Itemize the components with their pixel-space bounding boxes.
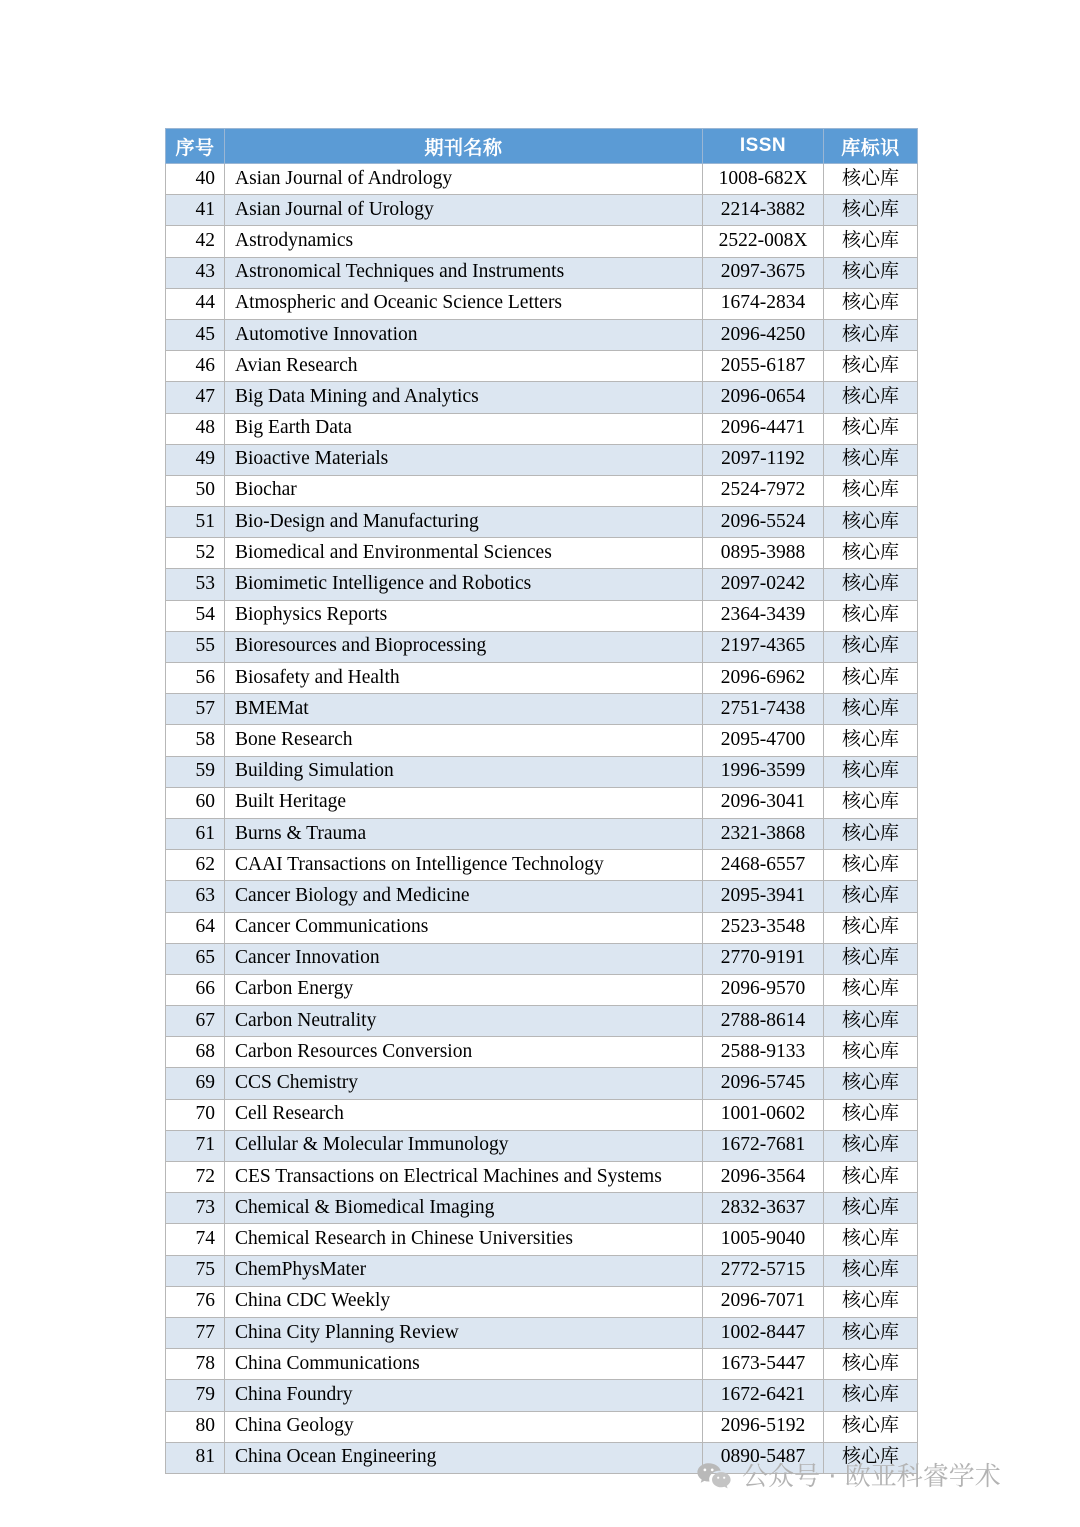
cell-journal-name: Biomimetic Intelligence and Robotics bbox=[225, 569, 703, 600]
cell-issn: 2096-3041 bbox=[703, 787, 824, 818]
table-row bbox=[166, 1317, 918, 1348]
table-row bbox=[166, 257, 918, 288]
cell-library-tag: 核心库 bbox=[824, 1349, 918, 1380]
cell-journal-name: Bio-Design and Manufacturing bbox=[225, 507, 703, 538]
table-row bbox=[166, 1380, 918, 1411]
cell-library-tag: 核心库 bbox=[824, 288, 918, 319]
cell-issn: 2096-4250 bbox=[703, 319, 824, 350]
cell-journal-name: Biophysics Reports bbox=[225, 600, 703, 631]
cell-library-tag: 核心库 bbox=[824, 382, 918, 413]
cell-journal-name: Building Simulation bbox=[225, 756, 703, 787]
cell-issn: 2096-3564 bbox=[703, 1162, 824, 1193]
cell-journal-name: CCS Chemistry bbox=[225, 1068, 703, 1099]
cell-library-tag: 核心库 bbox=[824, 600, 918, 631]
cell-journal-name: Bioactive Materials bbox=[225, 444, 703, 475]
cell-library-tag: 核心库 bbox=[824, 538, 918, 569]
cell-journal-name: Big Earth Data bbox=[225, 413, 703, 444]
cell-journal-name: China Ocean Engineering bbox=[225, 1442, 703, 1473]
column-header-name: 期刊名称 bbox=[225, 129, 703, 164]
table-body bbox=[166, 164, 918, 1474]
table-row bbox=[166, 1130, 918, 1161]
cell-library-tag: 核心库 bbox=[824, 444, 918, 475]
table-row bbox=[166, 912, 918, 943]
cell-issn: 2096-6962 bbox=[703, 663, 824, 694]
cell-sequence-number: 74 bbox=[166, 1224, 225, 1255]
cell-sequence-number: 59 bbox=[166, 756, 225, 787]
cell-issn: 2095-4700 bbox=[703, 725, 824, 756]
cell-journal-name: China City Planning Review bbox=[225, 1317, 703, 1348]
cell-sequence-number: 47 bbox=[166, 382, 225, 413]
cell-journal-name: Asian Journal of Urology bbox=[225, 195, 703, 226]
cell-issn: 1672-7681 bbox=[703, 1130, 824, 1161]
table-row bbox=[166, 569, 918, 600]
cell-library-tag: 核心库 bbox=[824, 1068, 918, 1099]
cell-sequence-number: 57 bbox=[166, 694, 225, 725]
cell-library-tag: 核心库 bbox=[824, 881, 918, 912]
cell-journal-name: ChemPhysMater bbox=[225, 1255, 703, 1286]
cell-library-tag: 核心库 bbox=[824, 1037, 918, 1068]
cell-library-tag: 核心库 bbox=[824, 974, 918, 1005]
cell-journal-name: Avian Research bbox=[225, 351, 703, 382]
cell-library-tag: 核心库 bbox=[824, 912, 918, 943]
cell-issn: 2770-9191 bbox=[703, 943, 824, 974]
table-row bbox=[166, 195, 918, 226]
cell-issn: 1672-6421 bbox=[703, 1380, 824, 1411]
cell-sequence-number: 68 bbox=[166, 1037, 225, 1068]
table-row bbox=[166, 226, 918, 257]
cell-library-tag: 核心库 bbox=[824, 475, 918, 506]
table-row bbox=[166, 475, 918, 506]
cell-issn: 1008-682X bbox=[703, 164, 824, 195]
table-header bbox=[166, 129, 918, 164]
cell-sequence-number: 77 bbox=[166, 1317, 225, 1348]
cell-journal-name: Biomedical and Environmental Sciences bbox=[225, 538, 703, 569]
cell-journal-name: Cellular & Molecular Immunology bbox=[225, 1130, 703, 1161]
cell-sequence-number: 75 bbox=[166, 1255, 225, 1286]
cell-sequence-number: 55 bbox=[166, 631, 225, 662]
cell-sequence-number: 80 bbox=[166, 1411, 225, 1442]
cell-library-tag: 核心库 bbox=[824, 569, 918, 600]
cell-journal-name: Cancer Innovation bbox=[225, 943, 703, 974]
table-row bbox=[166, 943, 918, 974]
cell-issn: 2097-1192 bbox=[703, 444, 824, 475]
cell-issn: 0895-3988 bbox=[703, 538, 824, 569]
cell-issn: 2588-9133 bbox=[703, 1037, 824, 1068]
cell-library-tag: 核心库 bbox=[824, 1255, 918, 1286]
table-row bbox=[166, 164, 918, 195]
cell-issn: 2522-008X bbox=[703, 226, 824, 257]
table-row bbox=[166, 1255, 918, 1286]
column-header-seq: 序号 bbox=[166, 129, 225, 164]
cell-journal-name: CAAI Transactions on Intelligence Technology bbox=[225, 850, 703, 881]
cell-library-tag: 核心库 bbox=[824, 1193, 918, 1224]
table-row bbox=[166, 787, 918, 818]
cell-journal-name: Chemical & Biomedical Imaging bbox=[225, 1193, 703, 1224]
cell-library-tag: 核心库 bbox=[824, 694, 918, 725]
table-row bbox=[166, 1099, 918, 1130]
cell-library-tag: 核心库 bbox=[824, 195, 918, 226]
table-row bbox=[166, 1006, 918, 1037]
cell-issn: 2096-4471 bbox=[703, 413, 824, 444]
table-row bbox=[166, 663, 918, 694]
cell-issn: 2096-0654 bbox=[703, 382, 824, 413]
cell-issn: 2096-5524 bbox=[703, 507, 824, 538]
cell-sequence-number: 63 bbox=[166, 881, 225, 912]
cell-journal-name: Biochar bbox=[225, 475, 703, 506]
cell-journal-name: Astrodynamics bbox=[225, 226, 703, 257]
journal-list-table bbox=[165, 128, 918, 1474]
cell-sequence-number: 41 bbox=[166, 195, 225, 226]
cell-library-tag: 核心库 bbox=[824, 1411, 918, 1442]
cell-sequence-number: 43 bbox=[166, 257, 225, 288]
table-row bbox=[166, 631, 918, 662]
cell-journal-name: Cancer Biology and Medicine bbox=[225, 881, 703, 912]
cell-library-tag: 核心库 bbox=[824, 1317, 918, 1348]
footer-watermark bbox=[697, 1462, 1001, 1491]
cell-sequence-number: 62 bbox=[166, 850, 225, 881]
cell-journal-name: Bioresources and Bioprocessing bbox=[225, 631, 703, 662]
cell-library-tag: 核心库 bbox=[824, 226, 918, 257]
cell-journal-name: Automotive Innovation bbox=[225, 319, 703, 350]
cell-issn: 2524-7972 bbox=[703, 475, 824, 506]
cell-sequence-number: 78 bbox=[166, 1349, 225, 1380]
cell-library-tag: 核心库 bbox=[824, 1380, 918, 1411]
cell-journal-name: Asian Journal of Andrology bbox=[225, 164, 703, 195]
cell-journal-name: Carbon Resources Conversion bbox=[225, 1037, 703, 1068]
cell-issn: 1674-2834 bbox=[703, 288, 824, 319]
cell-sequence-number: 49 bbox=[166, 444, 225, 475]
cell-issn: 2772-5715 bbox=[703, 1255, 824, 1286]
table-row bbox=[166, 1411, 918, 1442]
cell-journal-name: Carbon Neutrality bbox=[225, 1006, 703, 1037]
cell-sequence-number: 73 bbox=[166, 1193, 225, 1224]
cell-sequence-number: 64 bbox=[166, 912, 225, 943]
cell-library-tag: 核心库 bbox=[824, 663, 918, 694]
cell-sequence-number: 42 bbox=[166, 226, 225, 257]
cell-issn: 2095-3941 bbox=[703, 881, 824, 912]
cell-library-tag: 核心库 bbox=[824, 850, 918, 881]
table-row bbox=[166, 600, 918, 631]
cell-sequence-number: 50 bbox=[166, 475, 225, 506]
cell-library-tag: 核心库 bbox=[824, 1286, 918, 1317]
cell-journal-name: Chemical Research in Chinese Universities bbox=[225, 1224, 703, 1255]
cell-journal-name: Burns & Trauma bbox=[225, 818, 703, 849]
cell-journal-name: China CDC Weekly bbox=[225, 1286, 703, 1317]
cell-issn: 0890-5487 bbox=[703, 1442, 824, 1473]
cell-sequence-number: 45 bbox=[166, 319, 225, 350]
cell-library-tag: 核心库 bbox=[824, 507, 918, 538]
cell-library-tag: 核心库 bbox=[824, 164, 918, 195]
footer-watermark-text: 公众号 · 欧亚科睿学术 bbox=[742, 1461, 1001, 1492]
cell-journal-name: China Foundry bbox=[225, 1380, 703, 1411]
cell-sequence-number: 46 bbox=[166, 351, 225, 382]
cell-journal-name: Bone Research bbox=[225, 725, 703, 756]
table-row bbox=[166, 974, 918, 1005]
cell-issn: 2468-6557 bbox=[703, 850, 824, 881]
cell-journal-name: Cancer Communications bbox=[225, 912, 703, 943]
cell-library-tag: 核心库 bbox=[824, 1442, 918, 1473]
table-row bbox=[166, 881, 918, 912]
cell-sequence-number: 48 bbox=[166, 413, 225, 444]
cell-issn: 2096-5192 bbox=[703, 1411, 824, 1442]
cell-journal-name: Carbon Energy bbox=[225, 974, 703, 1005]
table-row bbox=[166, 694, 918, 725]
table-row bbox=[166, 850, 918, 881]
table-row bbox=[166, 1349, 918, 1380]
table-row bbox=[166, 1037, 918, 1068]
cell-sequence-number: 52 bbox=[166, 538, 225, 569]
cell-journal-name: Built Heritage bbox=[225, 787, 703, 818]
cell-sequence-number: 54 bbox=[166, 600, 225, 631]
cell-sequence-number: 40 bbox=[166, 164, 225, 195]
table-row bbox=[166, 1224, 918, 1255]
cell-library-tag: 核心库 bbox=[824, 787, 918, 818]
table-header-row bbox=[166, 129, 918, 164]
cell-sequence-number: 81 bbox=[166, 1442, 225, 1473]
table-row bbox=[166, 288, 918, 319]
column-header-lib: 库标识 bbox=[824, 129, 918, 164]
cell-sequence-number: 79 bbox=[166, 1380, 225, 1411]
table-row bbox=[166, 444, 918, 475]
cell-sequence-number: 72 bbox=[166, 1162, 225, 1193]
table-row bbox=[166, 351, 918, 382]
cell-sequence-number: 71 bbox=[166, 1130, 225, 1161]
wechat-icon bbox=[697, 1462, 731, 1491]
cell-sequence-number: 69 bbox=[166, 1068, 225, 1099]
cell-library-tag: 核心库 bbox=[824, 1006, 918, 1037]
cell-sequence-number: 53 bbox=[166, 569, 225, 600]
cell-journal-name: Astronomical Techniques and Instruments bbox=[225, 257, 703, 288]
cell-issn: 1002-8447 bbox=[703, 1317, 824, 1348]
cell-library-tag: 核心库 bbox=[824, 756, 918, 787]
table-row bbox=[166, 1068, 918, 1099]
table-row bbox=[166, 538, 918, 569]
table-row bbox=[166, 1286, 918, 1317]
cell-issn: 1996-3599 bbox=[703, 756, 824, 787]
cell-issn: 2055-6187 bbox=[703, 351, 824, 382]
cell-issn: 2096-9570 bbox=[703, 974, 824, 1005]
cell-journal-name: China Geology bbox=[225, 1411, 703, 1442]
cell-library-tag: 核心库 bbox=[824, 1130, 918, 1161]
cell-library-tag: 核心库 bbox=[824, 1099, 918, 1130]
cell-sequence-number: 44 bbox=[166, 288, 225, 319]
table-row bbox=[166, 413, 918, 444]
cell-issn: 2832-3637 bbox=[703, 1193, 824, 1224]
cell-library-tag: 核心库 bbox=[824, 413, 918, 444]
cell-sequence-number: 67 bbox=[166, 1006, 225, 1037]
table-row bbox=[166, 1162, 918, 1193]
cell-journal-name: BMEMat bbox=[225, 694, 703, 725]
table-row bbox=[166, 319, 918, 350]
table-row bbox=[166, 1193, 918, 1224]
cell-sequence-number: 60 bbox=[166, 787, 225, 818]
table-row bbox=[166, 725, 918, 756]
cell-sequence-number: 51 bbox=[166, 507, 225, 538]
cell-library-tag: 核心库 bbox=[824, 943, 918, 974]
cell-issn: 2321-3868 bbox=[703, 818, 824, 849]
cell-journal-name: China Communications bbox=[225, 1349, 703, 1380]
cell-library-tag: 核心库 bbox=[824, 319, 918, 350]
table-row bbox=[166, 756, 918, 787]
cell-sequence-number: 76 bbox=[166, 1286, 225, 1317]
table-row bbox=[166, 818, 918, 849]
cell-journal-name: Atmospheric and Oceanic Science Letters bbox=[225, 288, 703, 319]
cell-sequence-number: 65 bbox=[166, 943, 225, 974]
cell-issn: 2788-8614 bbox=[703, 1006, 824, 1037]
cell-issn: 2214-3882 bbox=[703, 195, 824, 226]
cell-library-tag: 核心库 bbox=[824, 725, 918, 756]
cell-library-tag: 核心库 bbox=[824, 351, 918, 382]
cell-sequence-number: 58 bbox=[166, 725, 225, 756]
cell-journal-name: Cell Research bbox=[225, 1099, 703, 1130]
cell-journal-name: CES Transactions on Electrical Machines and Systems bbox=[225, 1162, 703, 1193]
cell-issn: 1673-5447 bbox=[703, 1349, 824, 1380]
cell-journal-name: Big Data Mining and Analytics bbox=[225, 382, 703, 413]
cell-sequence-number: 66 bbox=[166, 974, 225, 1005]
cell-issn: 1005-9040 bbox=[703, 1224, 824, 1255]
cell-library-tag: 核心库 bbox=[824, 818, 918, 849]
cell-issn: 1001-0602 bbox=[703, 1099, 824, 1130]
cell-sequence-number: 70 bbox=[166, 1099, 225, 1130]
cell-issn: 2097-0242 bbox=[703, 569, 824, 600]
cell-issn: 2096-5745 bbox=[703, 1068, 824, 1099]
cell-issn: 2197-4365 bbox=[703, 631, 824, 662]
cell-library-tag: 核心库 bbox=[824, 1224, 918, 1255]
cell-journal-name: Biosafety and Health bbox=[225, 663, 703, 694]
cell-issn: 2364-3439 bbox=[703, 600, 824, 631]
table-row bbox=[166, 382, 918, 413]
column-header-issn: ISSN bbox=[703, 129, 824, 164]
cell-issn: 2097-3675 bbox=[703, 257, 824, 288]
cell-library-tag: 核心库 bbox=[824, 257, 918, 288]
cell-sequence-number: 61 bbox=[166, 818, 225, 849]
cell-library-tag: 核心库 bbox=[824, 1162, 918, 1193]
cell-sequence-number: 56 bbox=[166, 663, 225, 694]
cell-issn: 2096-7071 bbox=[703, 1286, 824, 1317]
cell-library-tag: 核心库 bbox=[824, 631, 918, 662]
cell-issn: 2523-3548 bbox=[703, 912, 824, 943]
cell-issn: 2751-7438 bbox=[703, 694, 824, 725]
table-row bbox=[166, 507, 918, 538]
